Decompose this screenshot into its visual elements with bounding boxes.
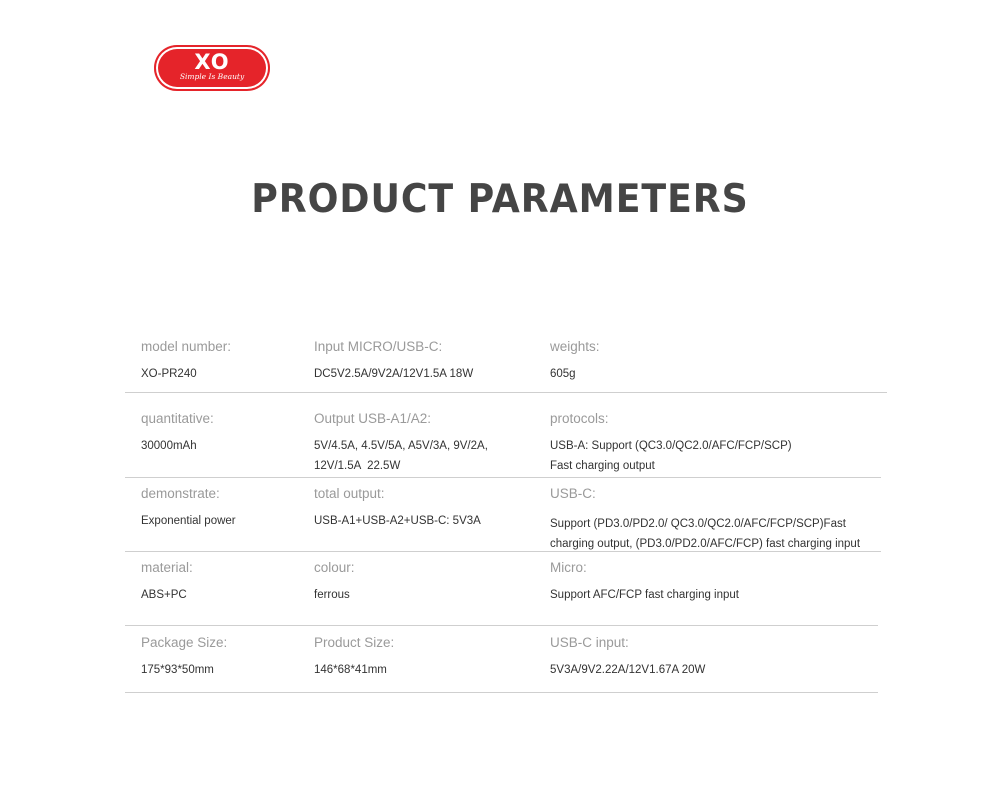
param-quantitative — [141, 410, 214, 456]
param-input-micro-usbc — [314, 338, 473, 384]
brand-logo — [154, 45, 270, 91]
param-label: colour: — [314, 560, 355, 575]
row-divider — [125, 551, 881, 552]
param-value: ferrous — [314, 589, 350, 601]
param-product-size — [314, 634, 394, 680]
param-material — [141, 559, 193, 605]
param-value: 175*93*50mm — [141, 664, 214, 676]
param-label: Output USB-A1/A2: — [314, 411, 432, 426]
param-value: 146*68*41mm — [314, 664, 387, 676]
row-divider — [125, 392, 887, 393]
param-label: protocols: — [550, 411, 609, 426]
param-value: DC5V2.5A/9V2A/12V1.5A 18W — [314, 368, 474, 380]
row-divider — [125, 477, 881, 478]
param-weights — [550, 338, 600, 384]
param-usb-c — [550, 485, 860, 554]
param-label: USB-C: — [550, 486, 596, 501]
param-label: material: — [141, 560, 193, 575]
param-value: USB-A1+USB-A2+USB-C: 5V3A — [314, 515, 481, 527]
param-micro — [550, 559, 739, 605]
param-value: Support AFC/FCP fast charging input — [550, 589, 739, 601]
logo-slogan: Simple Is Beauty — [179, 72, 245, 81]
param-colour — [314, 559, 355, 605]
param-package-size — [141, 634, 227, 680]
param-value: USB-A: Support (QC3.0/QC2.0/AFC/FCP/SCP) Fast charging output — [550, 440, 792, 472]
param-protocols — [550, 410, 792, 476]
param-value: XO-PR240 — [141, 368, 197, 380]
param-label: USB-C input: — [550, 635, 629, 650]
param-label: model number: — [141, 339, 232, 354]
param-usb-c-input — [550, 634, 705, 680]
param-label: Package Size: — [141, 635, 228, 650]
row-divider — [125, 625, 878, 626]
param-total-output — [314, 485, 481, 531]
page-title: PRODUCT PARAMETERS — [251, 177, 749, 222]
param-demonstrate — [141, 485, 236, 531]
param-value: Support (PD3.0/PD2.0/ QC3.0/QC2.0/AFC/FCP/SCP)Fast charging output, (PD3.0/PD2.0/AFC/FCP) fast charging input — [550, 518, 861, 550]
param-output-usba — [314, 410, 488, 476]
param-value: 5V3A/9V2.22A/12V1.67A 20W — [550, 664, 706, 676]
param-value: 5V/4.5A, 4.5V/5A, A5V/3A, 9V/2A, 12V/1.5A 22.5W — [314, 440, 488, 472]
param-value: 605g — [550, 368, 576, 380]
param-value: ABS+PC — [141, 589, 187, 601]
param-label: demonstrate: — [141, 486, 220, 501]
param-model-number — [141, 338, 231, 384]
logo-mark: XO — [194, 50, 230, 74]
param-label: Micro: — [550, 560, 587, 575]
param-value: Exponential power — [141, 515, 236, 527]
param-label: total output: — [314, 486, 385, 501]
param-label: Input MICRO/USB-C: — [314, 339, 443, 354]
param-value: 30000mAh — [141, 440, 197, 452]
param-label: weights: — [550, 339, 600, 354]
param-label: Product Size: — [314, 635, 395, 650]
param-label: quantitative: — [141, 411, 214, 426]
row-divider — [125, 692, 878, 693]
